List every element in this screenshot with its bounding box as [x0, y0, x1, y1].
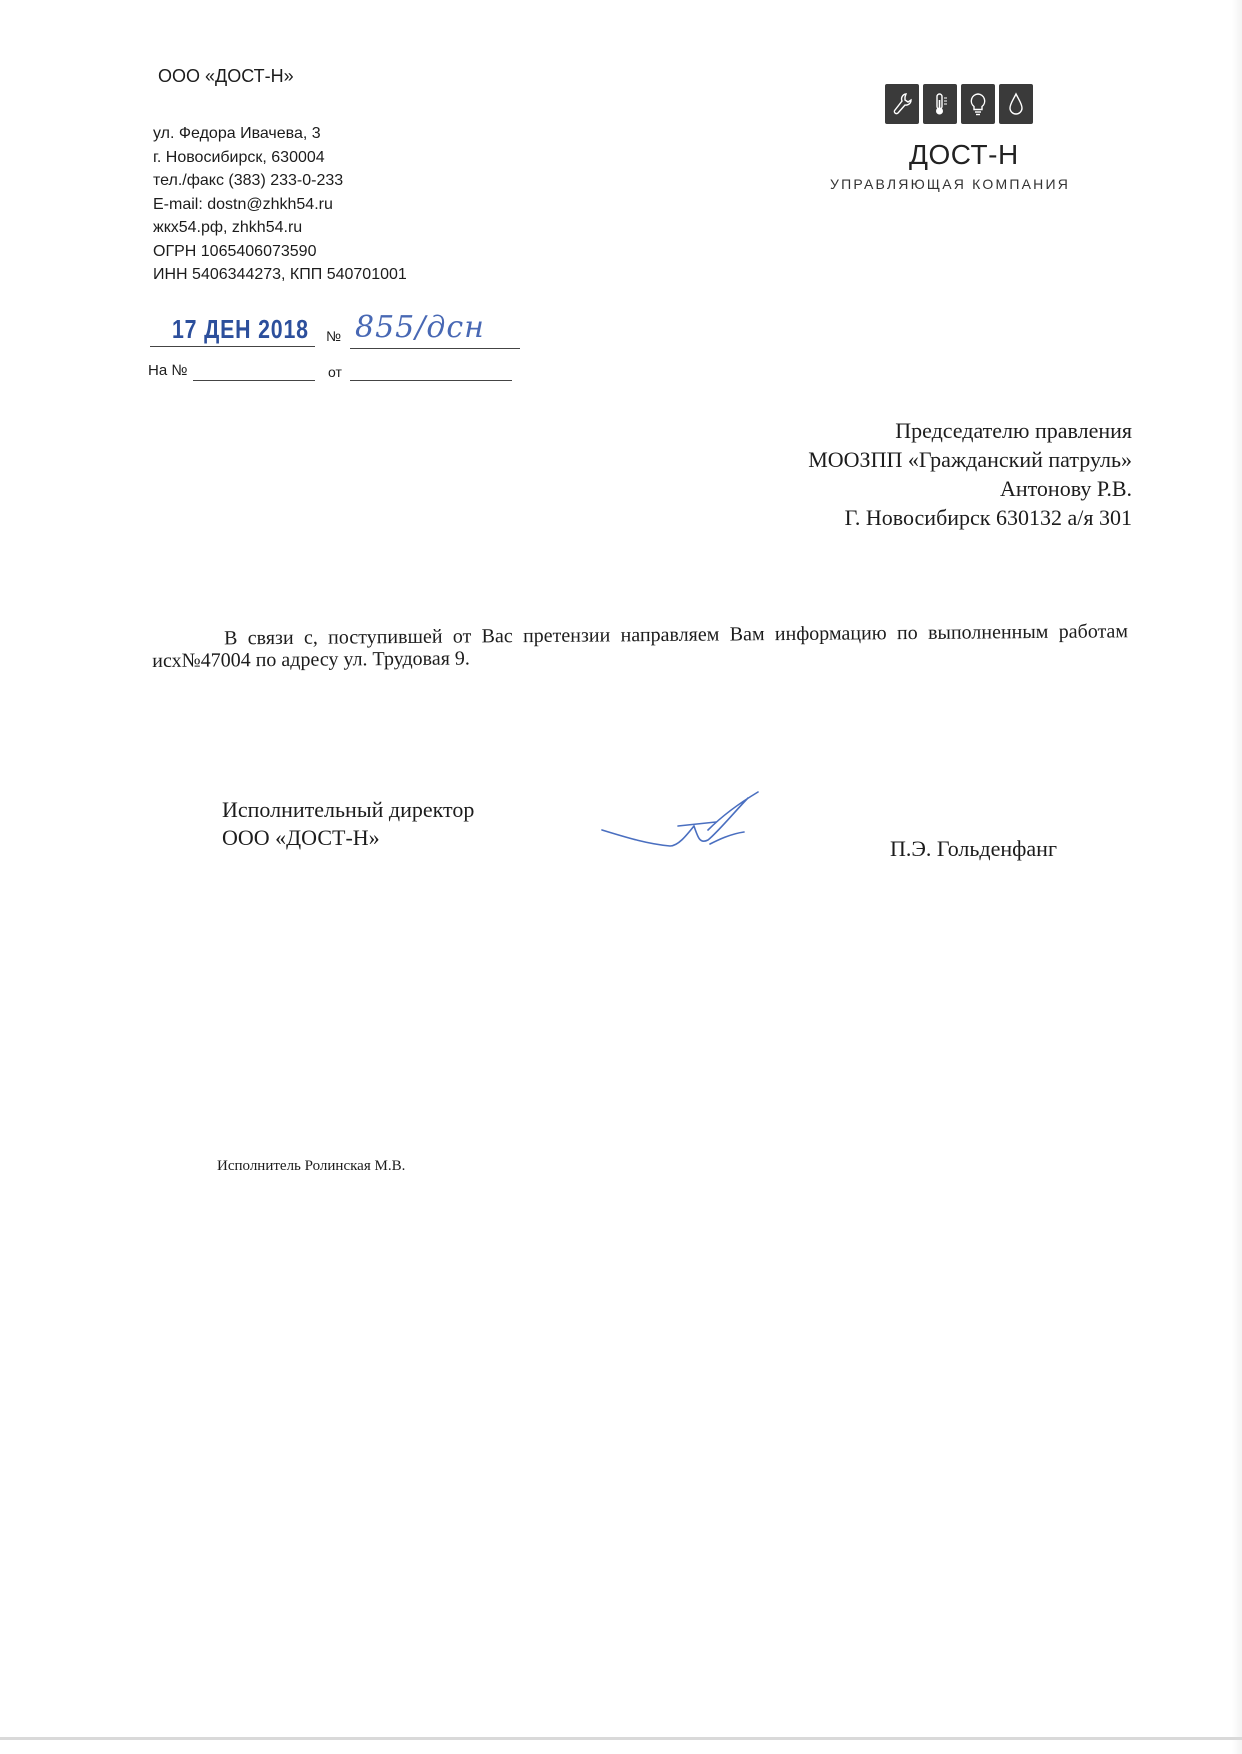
- wrench-icon: [885, 84, 919, 124]
- reference-from-label: от: [328, 364, 342, 380]
- company-name: ООО «ДОСТ-Н»: [158, 66, 294, 86]
- registration-line: [150, 310, 520, 350]
- signer-position: Исполнительный директор: [222, 797, 475, 822]
- lightbulb-icon: [961, 84, 995, 124]
- scan-right-edge: [1232, 0, 1242, 1754]
- reference-label: На №: [148, 362, 188, 379]
- signer-name: П.Э. Гольденфанг: [890, 836, 1057, 861]
- logo-subtitle: УПРАВЛЯЮЩАЯ КОМПАНИЯ: [830, 176, 1071, 192]
- reference-date-blank: [350, 380, 512, 381]
- address-street: ул. Федора Ивачева, 3: [153, 125, 321, 142]
- address-city: г. Новосибирск, 630004: [153, 148, 325, 166]
- handwritten-signature: [598, 786, 788, 856]
- addressee-organization: МООЗПП «Гражданский патруль»: [808, 447, 1132, 472]
- outgoing-number: 855/дсн: [355, 310, 485, 345]
- signer-company: ООО «ДОСТ-Н»: [222, 825, 380, 850]
- date-stamp: 17 ДЕН 2018: [172, 314, 309, 344]
- company-logo: [885, 84, 1033, 124]
- reference-number-blank: [193, 380, 315, 381]
- reference-line: [148, 362, 518, 386]
- letter-body: [152, 620, 1128, 672]
- number-label: №: [326, 328, 342, 344]
- address-websites: жкх54.рф, zhkh54.ru: [153, 219, 303, 236]
- addressee-address: Г. Новосибирск 630132 а/я 301: [844, 505, 1132, 530]
- addressee-name: Антонову Р.В.: [999, 476, 1132, 501]
- address-phone: тел./факс (383) 233-0-233: [153, 172, 344, 189]
- address-inn-kpp: ИНН 5406344273, КПП 540701001: [153, 266, 407, 283]
- addressee-position: Председателю правления: [895, 418, 1132, 443]
- addressee: [808, 416, 1132, 532]
- signer-title: [222, 796, 474, 852]
- scan-bottom-edge: [0, 1737, 1242, 1740]
- executor-name: Исполнитель Ролинская М.В.: [217, 1158, 406, 1174]
- date-underline: [150, 346, 315, 347]
- number-underline: [350, 348, 520, 349]
- letter-body-text: В связи с, поступившей от Вас претензии направляем Вам информацию по выполненным работам исх№47004 по адресу ул. Трудовая 9.: [152, 620, 1129, 672]
- logo-name: ДОСТ-Н: [909, 139, 1019, 170]
- thermometer-icon: [923, 84, 957, 124]
- sender-address: [153, 122, 407, 287]
- address-email: E-mail: dostn@zhkh54.ru: [153, 195, 333, 213]
- water-drop-icon: [999, 84, 1033, 124]
- address-ogrn: ОГРН 1065406073590: [153, 242, 317, 260]
